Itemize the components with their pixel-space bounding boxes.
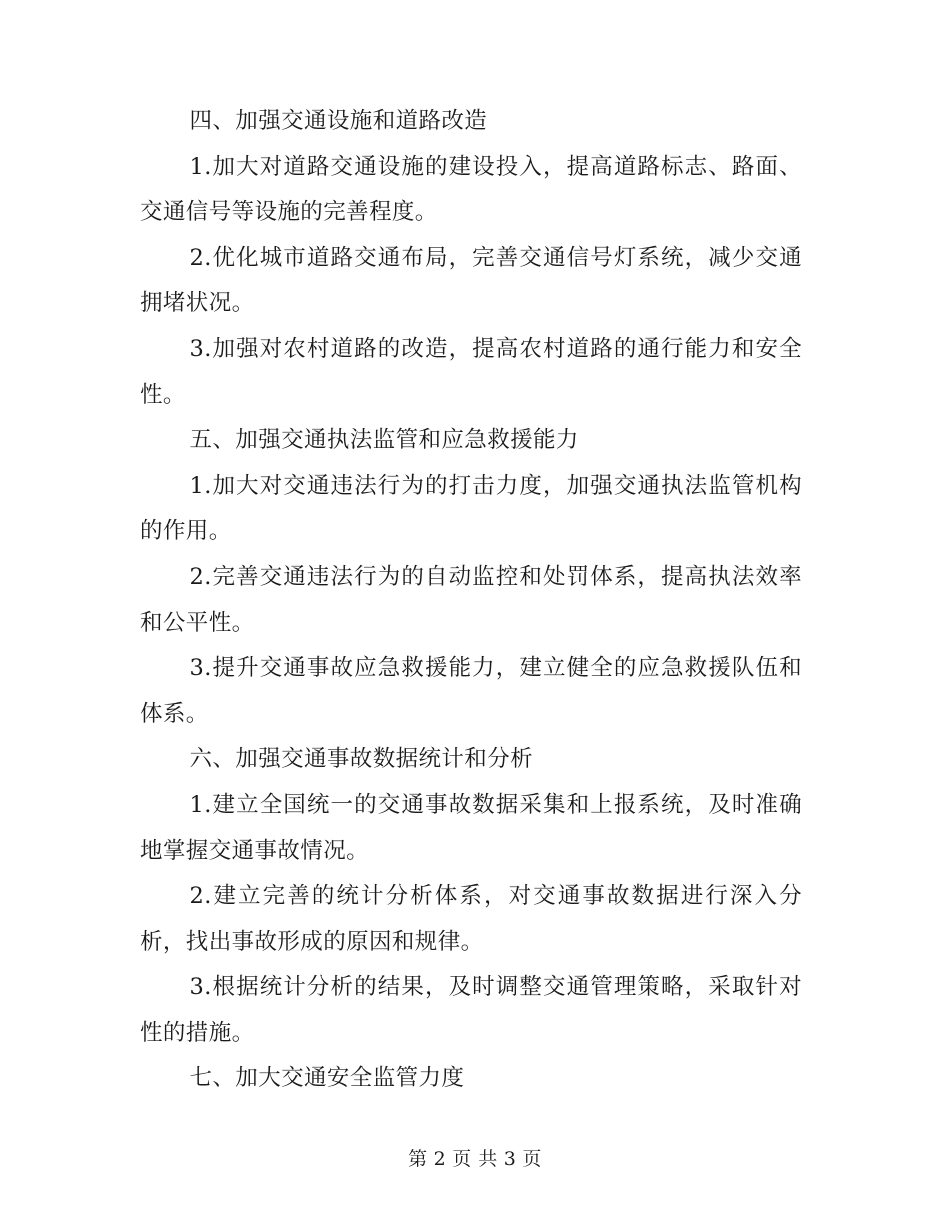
section-heading-5: 五、加强交通执法监管和应急救援能力 <box>189 427 579 454</box>
paragraph: 3.加强对农村道路的改造，提高农村道路的通行能力和安全性。 <box>140 335 802 408</box>
current-page-number: 2 <box>433 1148 447 1170</box>
section-heading-4: 四、加强交通设施和道路改造 <box>189 108 488 134</box>
section-heading-7: 七、加大交通安全监管力度 <box>189 1065 465 1092</box>
page-label-prefix: 第 <box>408 1148 428 1170</box>
document-body <box>140 99 802 1102</box>
page-label-mid: 页 共 <box>452 1148 498 1170</box>
paragraph: 2.优化城市道路交通布局，完善交通信号灯系统，减少交通拥堵状况。 <box>140 244 802 317</box>
paragraph: 1.加大对道路交通设施的建设投入，提高道路标志、路面、交通信号等设施的完善程度。 <box>140 153 802 226</box>
paragraph: 2.建立完善的统计分析体系，对交通事故数据进行深入分析，找出事故形成的原因和规律。 <box>140 883 802 955</box>
section-heading-6: 六、加强交通事故数据统计和分析 <box>189 746 534 773</box>
page-label-suffix: 页 <box>522 1148 542 1170</box>
paragraph: 3.提升交通事故应急救援能力，建立健全的应急救援队伍和体系。 <box>140 655 802 727</box>
paragraph: 1.建立全国统一的交通事故数据采集和上报系统，及时准确地掌握交通事故情况。 <box>140 791 802 864</box>
page-footer <box>0 1147 950 1171</box>
paragraph: 2.完善交通违法行为的自动监控和处罚体系，提高执法效率和公平性。 <box>140 563 802 636</box>
paragraph: 3.根据统计分析的结果，及时调整交通管理策略，采取针对性的措施。 <box>140 974 802 1046</box>
paragraph: 1.加大对交通违法行为的打击力度，加强交通执法监管机构的作用。 <box>140 472 802 545</box>
total-pages-number: 3 <box>503 1148 517 1170</box>
